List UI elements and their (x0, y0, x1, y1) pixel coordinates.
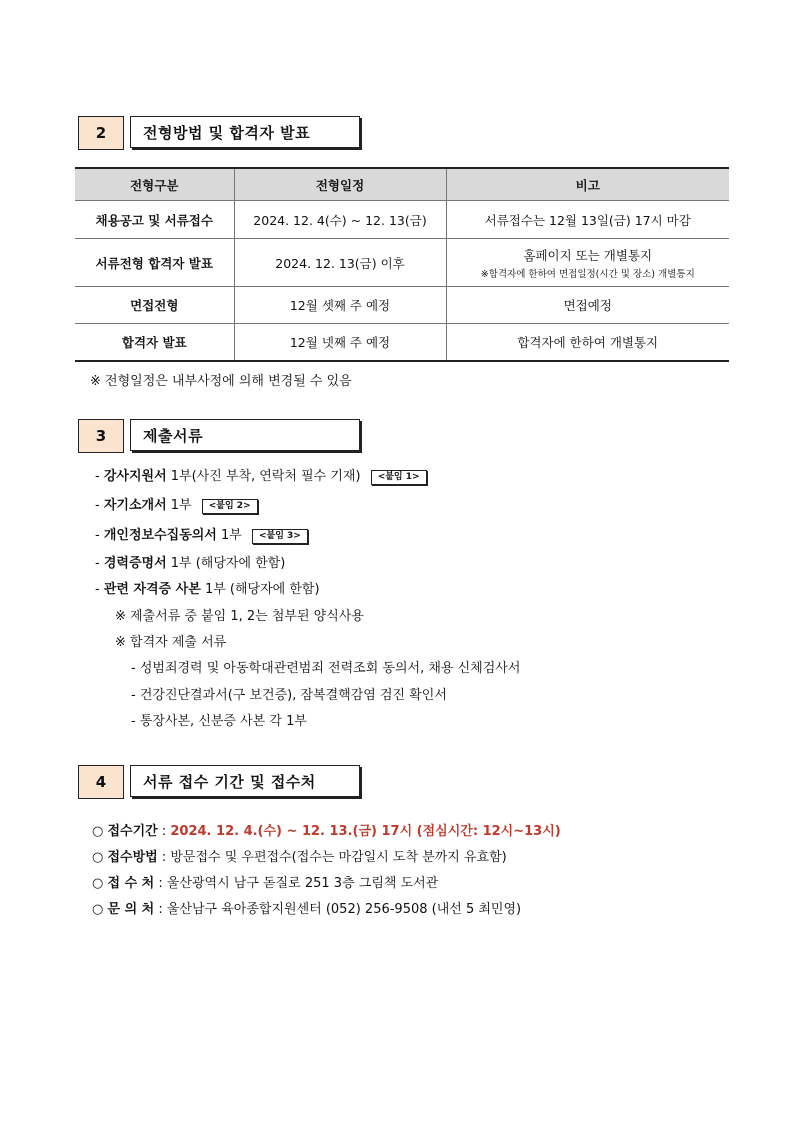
document-name: 개인정보수집동의서 (103, 528, 217, 543)
document-detail: 1부 (해당자에 한함) (166, 556, 286, 571)
info-value: 울산광역시 남구 돋질로 251 3층 그림책 도서관 (166, 876, 439, 891)
list-item (95, 524, 308, 544)
table-header-cell: 비고 (446, 168, 729, 201)
info-value: 2024. 12. 4.(수) ~ 12. 13.(금) 17시 (점심시간: 12시~13시) (170, 824, 561, 839)
info-separator: : (157, 850, 171, 865)
dash-marker: - (95, 556, 100, 571)
list-item (95, 578, 320, 597)
info-value: 방문접수 및 우편접수(접수는 마감일시 도착 분까지 유효함) (170, 850, 507, 865)
table-cell-category: 면접전형 (75, 287, 234, 324)
table-cell-schedule: 12월 넷째 주 예정 (234, 324, 446, 361)
table-header-cell: 전형구분 (75, 168, 234, 201)
circle-bullet: ○ (92, 824, 104, 839)
table-cell-category: 채용공고 및 서류접수 (75, 201, 234, 239)
info-row (92, 820, 561, 839)
list-item (95, 465, 427, 485)
schedule-footnote: ※ 전형일정은 내부사정에 의해 변경될 수 있음 (90, 374, 352, 389)
section-4-number: 4 (78, 765, 124, 799)
list-item (95, 494, 258, 514)
attachment-tag: <붙임 1> (371, 470, 427, 485)
info-separator: : (154, 876, 167, 891)
table-header-row (75, 168, 729, 201)
info-row (92, 846, 507, 865)
table-row (75, 239, 729, 287)
circle-bullet: ○ (92, 850, 104, 865)
document-name: 자기소개서 (103, 498, 167, 513)
table-cell-note: 면접예정 (446, 287, 729, 324)
document-detail: 1부 (해당자에 한함) (200, 582, 320, 597)
table-row (75, 201, 729, 239)
info-separator: : (154, 902, 167, 917)
table-cell-schedule: 2024. 12. 13(금) 이후 (234, 239, 446, 287)
info-value: 울산남구 육아종합지원센터 (052) 256-9508 (내선 5 최민영) (166, 902, 522, 917)
section-3-number: 3 (78, 419, 124, 453)
document-detail: 1부(사진 부착, 연락처 필수 기재) (166, 469, 361, 484)
attachment-tag: <붙임 2> (202, 499, 258, 514)
table-cell-note (446, 239, 729, 287)
sub-list-item: - 성범죄경력 및 아동학대관련범죄 전력조회 동의서, 채용 신체검사서 (131, 661, 521, 676)
submission-note: ※ 제출서류 중 붙임 1, 2는 첨부된 양식사용 (115, 609, 364, 624)
section-3-title: 제출서류 (130, 419, 360, 451)
info-label: 접수기간 (107, 824, 158, 839)
info-label: 접수방법 (107, 850, 158, 865)
table-cell-category: 합격자 발표 (75, 324, 234, 361)
document-detail: 1부 (216, 528, 242, 543)
info-label: 접 수 처 (107, 876, 155, 891)
sub-list-item: - 통장사본, 신분증 사본 각 1부 (131, 714, 307, 729)
table-cell-schedule: 2024. 12. 4(수) ~ 12. 13(금) (234, 201, 446, 239)
table-row (75, 287, 729, 324)
table-cell-schedule: 12월 셋째 주 예정 (234, 287, 446, 324)
document-detail: 1부 (166, 498, 192, 513)
table-cell-category: 서류전형 합격자 발표 (75, 239, 234, 287)
schedule-table (75, 167, 729, 362)
table-cell-note: 서류접수는 12월 13일(금) 17시 마감 (446, 201, 729, 239)
table-row (75, 324, 729, 361)
section-2-number: 2 (78, 116, 124, 150)
section-2-title: 전형방법 및 합격자 발표 (130, 116, 360, 148)
note-text: 홈페이지 또는 개별통지 (523, 247, 653, 263)
sub-list-item: - 건강진단결과서(구 보건증), 잠복결핵감염 검진 확인서 (131, 688, 447, 703)
dash-marker: - (95, 528, 100, 543)
dash-marker: - (95, 469, 100, 484)
info-label: 문 의 처 (107, 902, 155, 917)
dash-marker: - (95, 498, 100, 513)
info-separator: : (157, 824, 171, 839)
circle-bullet: ○ (92, 876, 104, 891)
info-row (92, 872, 438, 891)
table-cell-note: 합격자에 한하여 개별통지 (446, 324, 729, 361)
table-header-cell: 전형일정 (234, 168, 446, 201)
submission-note: ※ 합격자 제출 서류 (115, 635, 227, 650)
note-small-text: ※합격자에 한하여 면접일정(시간 및 장소) 개별통지 (480, 268, 695, 280)
circle-bullet: ○ (92, 902, 104, 917)
document-name: 경력증명서 (103, 556, 167, 571)
section-4-title: 서류 접수 기간 및 접수처 (130, 765, 360, 797)
document-name: 강사지원서 (103, 469, 167, 484)
info-row (92, 898, 521, 917)
document-name: 관련 자격증 사본 (103, 582, 201, 597)
attachment-tag: <붙임 3> (252, 529, 308, 544)
list-item (95, 552, 285, 571)
dash-marker: - (95, 582, 100, 597)
